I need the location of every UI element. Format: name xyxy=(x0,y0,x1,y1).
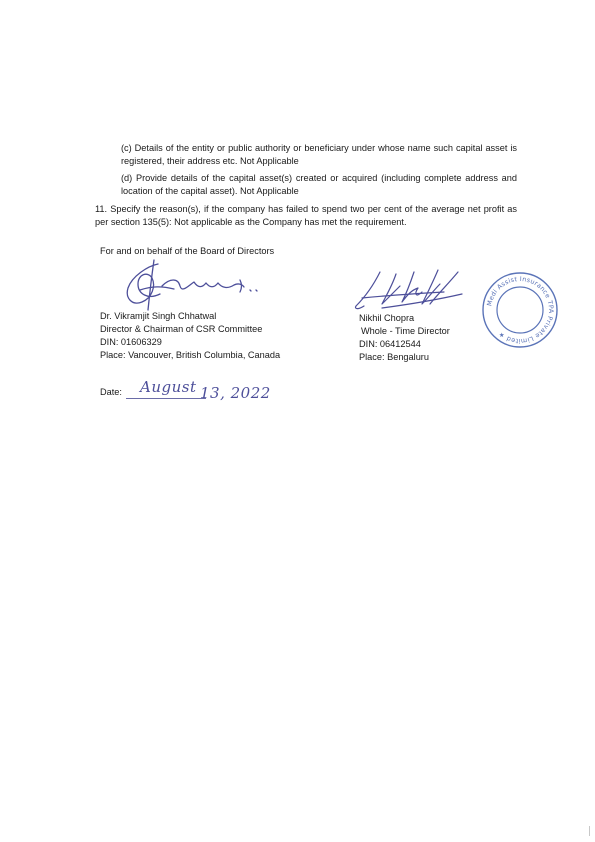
signatory-right-place: Place: Bengaluru xyxy=(359,352,429,362)
date-underline xyxy=(126,398,206,399)
item-11 xyxy=(95,203,517,229)
signatory-right-name: Nikhil Chopra xyxy=(359,313,415,323)
signatory-left-din: DIN: 01606329 xyxy=(100,337,162,347)
date-label: Date: xyxy=(100,387,122,397)
item-c-text: Details of the entity or public authority or beneficiary under whose name such capital asset is registered, their address etc. Not Applicable xyxy=(121,143,517,166)
date-month: August xyxy=(140,378,197,396)
item-c xyxy=(121,142,517,168)
item-d-text: Provide details of the capital asset(s) created or acquired (including complete address and location of the capital asset). Not Applicable xyxy=(121,173,517,196)
board-heading: For and on behalf of the Board of Directors xyxy=(100,246,275,256)
item-11-marker: 11. xyxy=(95,204,108,214)
signature-chopra xyxy=(352,268,472,316)
seal-text: Medi Assist Insurance TPA Private Limited ★ xyxy=(485,274,556,346)
signatory-left-place: Place: Vancouver, British Columbia, Canada xyxy=(100,350,281,360)
item-d xyxy=(121,172,517,198)
signatory-right-title: Whole - Time Director xyxy=(361,326,450,336)
signatory-right-din: DIN: 06412544 xyxy=(359,339,421,349)
item-d-marker: (d) xyxy=(121,173,133,183)
item-c-marker: (c) xyxy=(121,143,132,153)
signatory-left-title: Director & Chairman of CSR Committee xyxy=(100,324,263,334)
signatory-left-name: Dr. Vikramjit Singh Chhatwal xyxy=(100,311,217,321)
item-11-text: Specify the reason(s), if the company has failed to spend two per cent of the average net profit as per section 135(5): Not applicable as the Company has met the requirement. xyxy=(95,204,517,227)
date-day-year: 13, 2022 xyxy=(200,384,271,402)
company-seal xyxy=(480,270,560,350)
svg-text:Medi Assist Insurance TPA Priv xyxy=(485,275,555,345)
scan-edge-mark xyxy=(589,826,590,836)
signature-chhatwal xyxy=(118,256,270,318)
